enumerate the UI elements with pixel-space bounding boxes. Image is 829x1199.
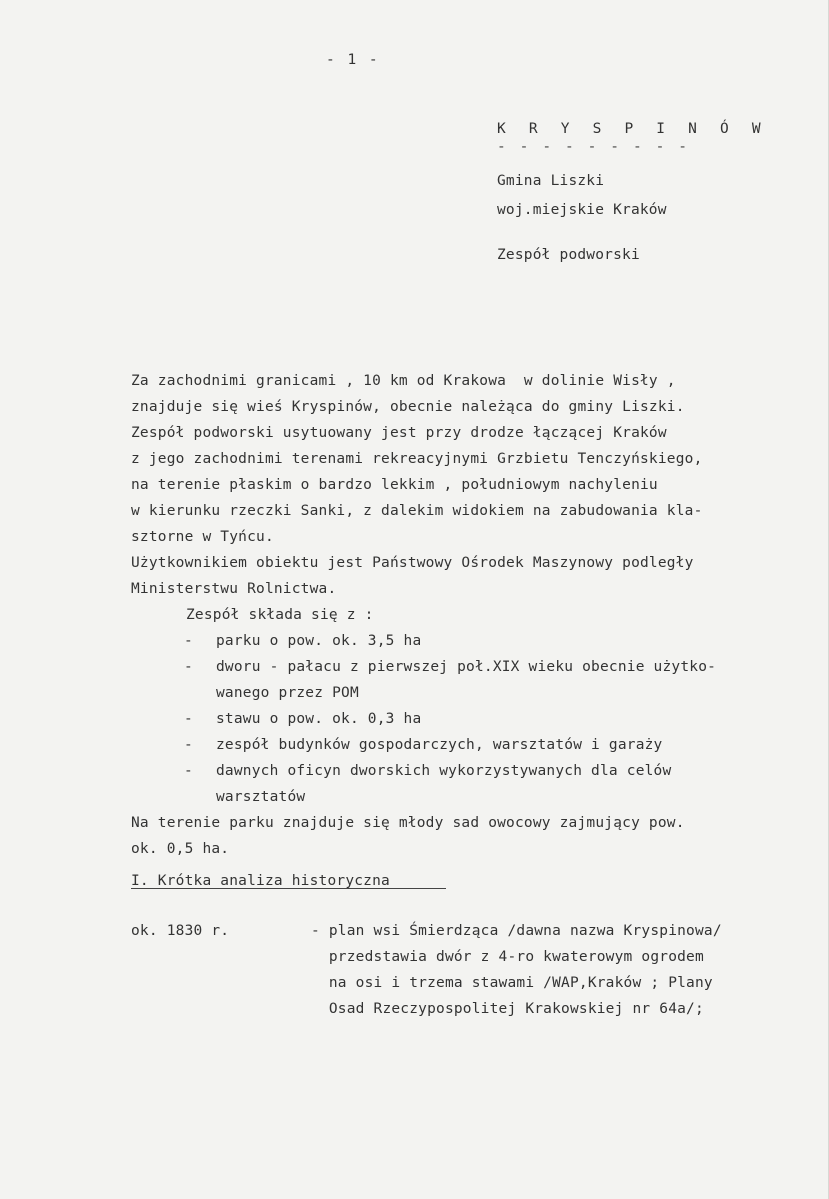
intro-line: Za zachodnimi granicami , 10 km od Krakowa w dolinie Wisły ,: [131, 373, 676, 389]
intro-line: Zespół podworski usytuowany jest przy drodze łączącej Kraków: [131, 425, 667, 441]
list-bullet: -: [184, 633, 193, 649]
intro-line: z jego zachodnimi terenami rekreacyjnymi Grzbietu Tenczyńskiego,: [131, 451, 703, 467]
list-item: dworu - pałacu z pierwszej poł.XIX wieku obecnie użytko-: [216, 659, 717, 675]
entry-line: na osi i trzema stawami /WAP,Kraków ; Plany: [311, 975, 713, 991]
list-item-continuation: warsztatów: [216, 789, 306, 805]
list-bullet: -: [184, 659, 193, 675]
section-heading-underline: [131, 888, 446, 889]
place-title: K R Y S P I N Ó W: [497, 121, 768, 137]
intro-line: w kierunku rzeczki Sanki, z dalekim widokiem na zabudowania kla-: [131, 503, 703, 519]
intro-line: Ministerstwu Rolnictwa.: [131, 581, 337, 597]
page-number: - 1 -: [326, 52, 380, 68]
intro-line: sztorne w Tyńcu.: [131, 529, 274, 545]
intro-line: Użytkownikiem obiektu jest Państwowy Ośrodek Maszynowy podległy: [131, 555, 694, 571]
list-bullet: -: [184, 763, 193, 779]
composition-lead: Zespół składa się z :: [186, 607, 374, 623]
entry-line: przedstawia dwór z 4-ro kwaterowym ogrodem: [311, 949, 704, 965]
orchard-line: Na terenie parku znajduje się młody sad owocowy zajmujący pow.: [131, 815, 685, 831]
section-heading: I. Krótka analiza historyczna: [131, 873, 390, 889]
complex-type-line: Zespół podworski: [497, 247, 640, 263]
list-item-continuation: wanego przez POM: [216, 685, 359, 701]
orchard-line: ok. 0,5 ha.: [131, 841, 230, 857]
list-item: dawnych oficyn dworskich wykorzystywanych dla celów: [216, 763, 672, 779]
list-item: stawu o pow. ok. 0,3 ha: [216, 711, 422, 727]
commune-line: Gmina Liszki: [497, 173, 605, 189]
list-bullet: -: [184, 737, 193, 753]
intro-line: na terenie płaskim o bardzo lekkim , południowym nachyleniu: [131, 477, 658, 493]
entry-line: - plan wsi Śmierdząca /dawna nazwa Kryspinowa/: [311, 923, 722, 939]
entry-line: Osad Rzeczypospolitej Krakowskiej nr 64a/;: [311, 1001, 704, 1017]
list-item: parku o pow. ok. 3,5 ha: [216, 633, 422, 649]
list-item: zespół budynków gospodarczych, warsztatów i garaży: [216, 737, 663, 753]
voivodeship-line: woj.miejskie Kraków: [497, 202, 667, 218]
entry-date: ok. 1830 r.: [131, 923, 230, 939]
list-bullet: -: [184, 711, 193, 727]
intro-line: znajduje się wieś Kryspinów, obecnie należąca do gminy Liszki.: [131, 399, 685, 415]
title-underline: - - - - - - - - -: [497, 139, 690, 155]
